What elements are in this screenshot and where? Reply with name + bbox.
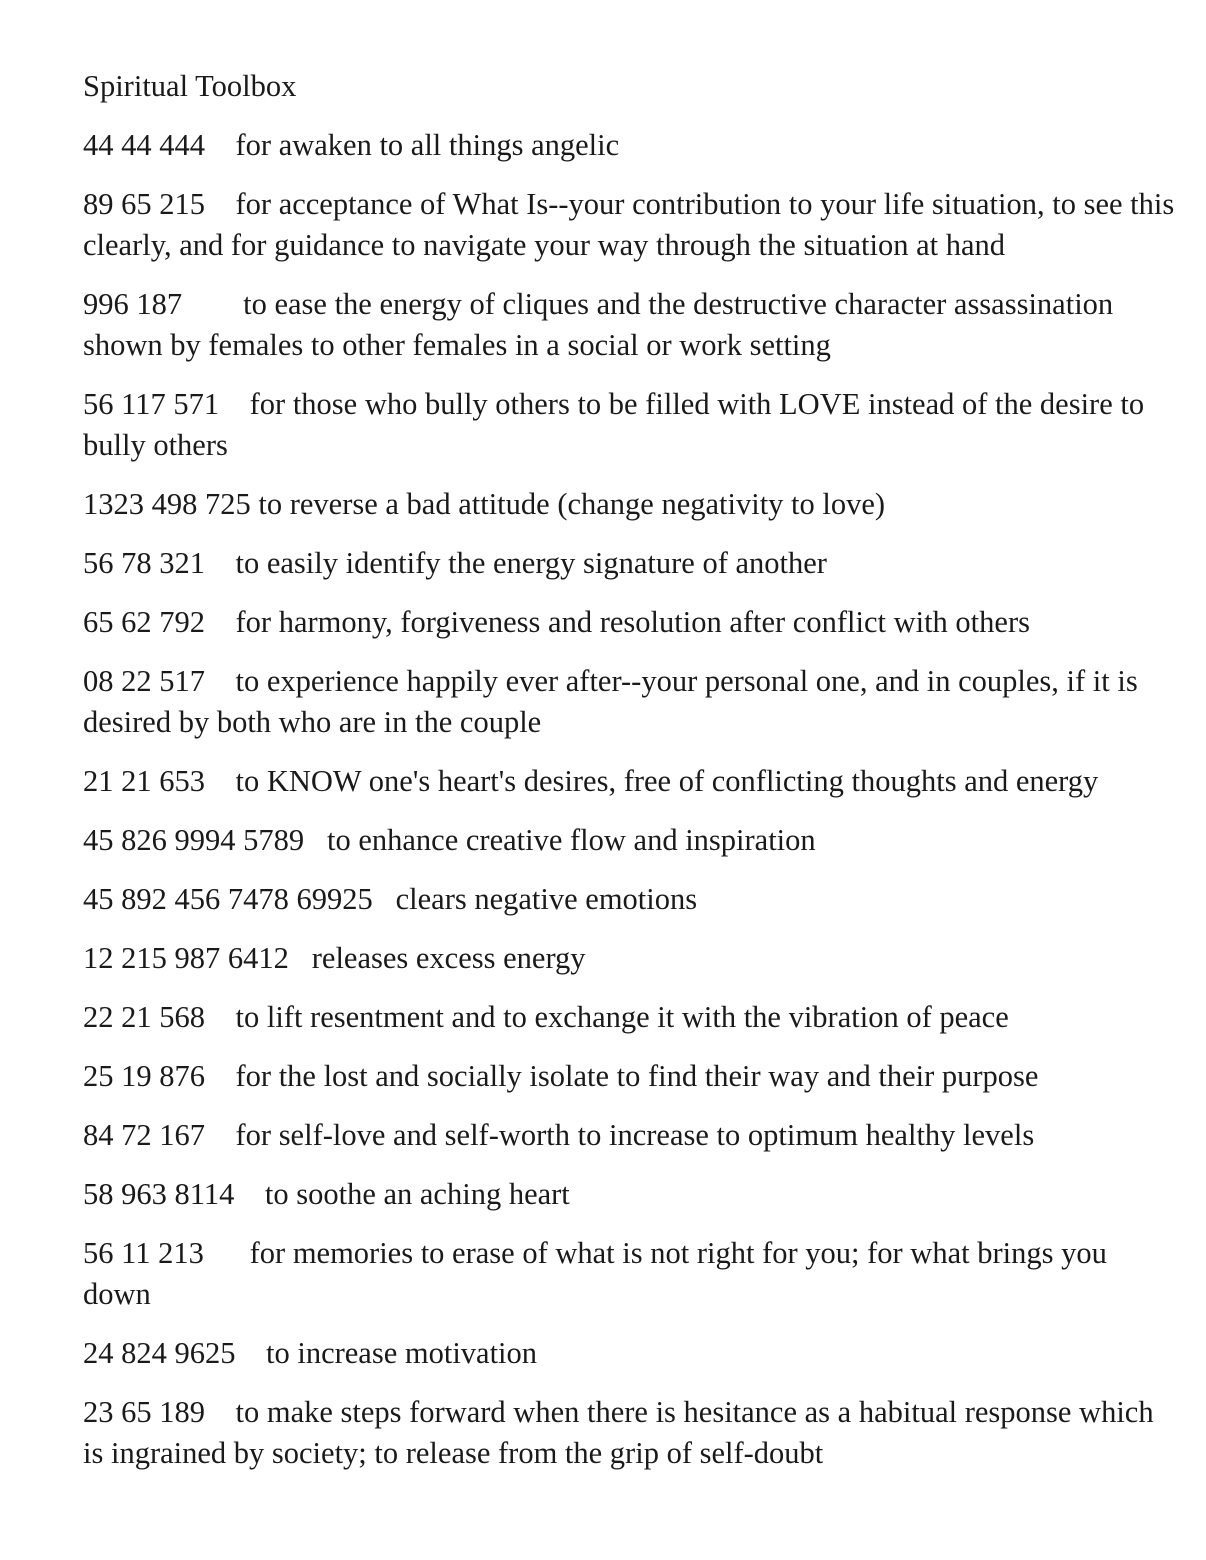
entry-description: to lift resentment and to exchange it with the vibration of peace [235, 1000, 1009, 1034]
entry-description: for self-love and self-worth to increase to optimum healthy levels [235, 1118, 1035, 1152]
entry-code: 44 44 444 [83, 128, 205, 162]
entry-description: to make steps forward when there is hesitance as a habitual response which is ingrained by society; to release from the grip of self-doubt [83, 1395, 1154, 1470]
entry-code: 1323 498 725 [83, 487, 251, 521]
entry-code: 22 21 568 [83, 1000, 205, 1034]
entry-separator [205, 1118, 236, 1152]
entry-description: to increase motivation [266, 1336, 538, 1370]
list-item [83, 284, 1178, 366]
entry-separator [289, 941, 312, 975]
entry-code: 84 72 167 [83, 1118, 205, 1152]
entry-description: to easily identify the energy signature of another [235, 546, 827, 580]
entry-separator [182, 287, 243, 321]
entry-description: for those who bully others to be filled with LOVE instead of the desire to bully others [83, 387, 1145, 462]
entry-separator [304, 823, 327, 857]
list-item [83, 997, 1178, 1038]
list-item [83, 661, 1178, 743]
entry-code: 08 22 517 [83, 664, 205, 698]
entry-code: 25 19 876 [83, 1059, 205, 1093]
entry-code: 996 187 [83, 287, 183, 321]
entry-code: 56 78 321 [83, 546, 205, 580]
list-item [83, 484, 1178, 525]
list-item [83, 1233, 1178, 1315]
entry-description: for harmony, forgiveness and resolution after conflict with others [235, 605, 1030, 639]
entry-code: 21 21 653 [83, 764, 205, 798]
list-item [83, 879, 1178, 920]
entry-code: 58 963 8114 [83, 1177, 235, 1211]
list-item [83, 543, 1178, 584]
list-item [83, 820, 1178, 861]
list-item [83, 125, 1178, 166]
entry-description: to ease the energy of cliques and the destructive character assassination shown by females to other females in a social or work setting [83, 287, 1114, 362]
entry-description: to reverse a bad attitude (change negativity to love) [258, 487, 886, 521]
entry-separator [236, 1336, 267, 1370]
entry-separator [205, 664, 236, 698]
entry-code: 89 65 215 [83, 187, 205, 221]
entry-code: 56 117 571 [83, 387, 220, 421]
entry-separator [205, 128, 236, 162]
entry-code: 45 826 9994 5789 [83, 823, 305, 857]
entry-separator [204, 1236, 250, 1270]
entry-code: 23 65 189 [83, 1395, 205, 1429]
entry-separator [205, 1059, 236, 1093]
list-item [83, 384, 1178, 466]
entry-separator [205, 1395, 236, 1429]
list-item [83, 184, 1178, 266]
entry-code: 12 215 987 6412 [83, 941, 289, 975]
list-item [83, 602, 1178, 643]
entry-code: 65 62 792 [83, 605, 205, 639]
entry-description: clears negative emotions [395, 882, 698, 916]
entry-code: 45 892 456 7478 69925 [83, 882, 373, 916]
entry-code: 56 11 213 [83, 1236, 204, 1270]
entry-code: 24 824 9625 [83, 1336, 236, 1370]
entry-description: for awaken to all things angelic [235, 128, 620, 162]
entry-separator [205, 764, 236, 798]
entry-separator [205, 1000, 236, 1034]
list-item [83, 938, 1178, 979]
document-title: Spiritual Toolbox [83, 69, 297, 103]
list-item [83, 1115, 1178, 1156]
entry-separator [373, 882, 396, 916]
entry-list [83, 125, 1178, 1474]
document-page [83, 66, 1178, 1492]
entry-separator [205, 605, 236, 639]
entry-description: releases excess energy [311, 941, 586, 975]
list-item [83, 1333, 1178, 1374]
entry-description: to enhance creative flow and inspiration [327, 823, 816, 857]
entry-description: to KNOW one's heart's desires, free of conflicting thoughts and energy [235, 764, 1099, 798]
entry-separator [205, 546, 236, 580]
entry-description: to soothe an aching heart [264, 1177, 570, 1211]
entry-separator [234, 1177, 265, 1211]
entry-description: for the lost and socially isolate to find their way and their purpose [235, 1059, 1039, 1093]
entry-description: for memories to erase of what is not right for you; for what brings you down [83, 1236, 1107, 1311]
entry-description: to experience happily ever after--your personal one, and in couples, if it is desired by both who are in the couple [83, 664, 1138, 739]
entry-separator [205, 187, 236, 221]
list-item [83, 1174, 1178, 1215]
entry-separator [219, 387, 250, 421]
list-item [83, 1392, 1178, 1474]
list-item [83, 1056, 1178, 1097]
entry-description: for acceptance of What Is--your contribution to your life situation, to see this clearly, and for guidance to navigate your way through the situation at hand [83, 187, 1175, 262]
list-item [83, 761, 1178, 802]
